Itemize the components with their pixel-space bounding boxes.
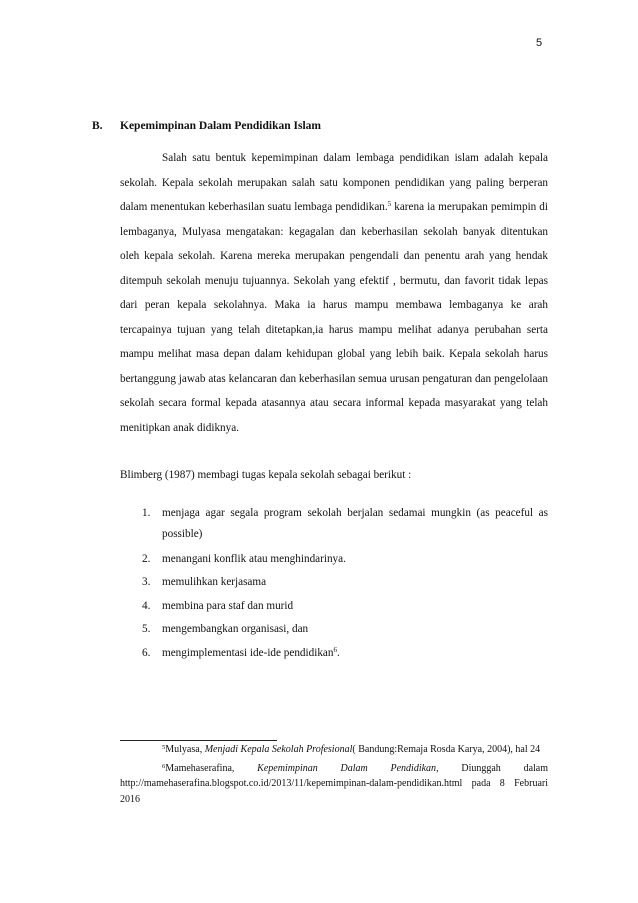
footnote-separator [120, 740, 277, 741]
section-letter: B. [92, 120, 103, 132]
list-item-number: 4. [142, 599, 151, 612]
section-heading [92, 120, 321, 132]
footnote-title: Menjadi Kepala Sekolah Profesional [204, 744, 353, 755]
list-item-end: . [337, 646, 340, 659]
list-item [142, 596, 548, 616]
footnote-number: 5 [162, 744, 166, 751]
list-intro: Blimberg (1987) membagi tugas kepala sekolah sebagai berikut : [120, 469, 412, 481]
list-item-text: menjaga agar segala program sekolah berjalan sedamai mungkin (as peaceful as possible) [162, 507, 548, 540]
list-item [142, 643, 548, 663]
list-item [142, 549, 548, 569]
list-item-number: 6. [142, 646, 151, 659]
list-item [142, 619, 548, 639]
list-item-number: 5. [142, 623, 151, 635]
page-number: 5 [536, 37, 543, 49]
footnote-reference: 6 [333, 645, 337, 654]
footnote-rest: , Diunggah dalam http://mamehaserafina.blogspot.co.id/2013/11/kepemimpinan-dalam-pendidikan.html pada 8 Februari 2016 [120, 762, 549, 805]
paragraph-text-part1: Salah satu bentuk kepemimpinan dalam lembaga pendidikan islam adalah kepala sekolah. Kepala sekolah merupakan salah satu komponen pendidikan yang paling berperan dalam menentukan keberhasilan suatu lembaga pendidikan. [120, 152, 548, 214]
footnotes [120, 742, 548, 807]
list-item-text: membina para staf dan murid [162, 599, 294, 612]
list-item [142, 503, 548, 545]
footnote [120, 761, 548, 808]
list-item-number: 2. [142, 552, 151, 565]
list-item-text: mengembangkan organisasi, dan [162, 623, 309, 635]
body-paragraph [120, 146, 548, 441]
list-item-number: 1. [142, 507, 151, 519]
list-item-text: menangani konflik atau menghindarinya. [162, 552, 346, 565]
footnote-reference: 5 [387, 200, 392, 209]
list-item-number: 3. [142, 576, 151, 588]
list-item-text: memulihkan kerjasama [162, 576, 267, 588]
footnote-author: Mulyasa, [165, 744, 205, 755]
footnote-title: Kepemimpinan Dalam Pendidikan [257, 762, 437, 774]
footnote-number: 6 [162, 762, 166, 770]
list-item-text: mengimplementasi ide-ide pendidikan [162, 646, 334, 659]
paragraph-text-part2: karena ia merupakan pemimpin di lembaganya, Mulyasa mengatakan: kegagalan dan keberhasilan sekolah banyak ditentukan oleh kepala sekolah. Karena mereka merupakan pengendali dan penentu arah yang hendak ditempuh sekolah menuju tujuannya. Sekolah yang efektif , bermutu, dan favorit tidak lepas dari peran kepala sekolahnya. Maka ia harus mampu membawa lembaganya ke arah tercapainya tujuan yang telah ditetapkan,ia harus mampu melihat adanya perubahan serta mampu melihat masa depan dalam kehidupan global yang lebih baik. Kepala sekolah harus bertanggung jawab atas kelancaran dan keberhasilan semua urusan pengaturan dan pengelolaan sekolah secara formal kepada atasannya atau secara informal kepada masyarakat yang telah menitipkan anak didiknya. [120, 201, 548, 435]
footnote [120, 742, 548, 758]
section-title: Kepemimpinan Dalam Pendidikan Islam [120, 120, 321, 132]
footnote-rest: ( Bandung:Remaja Rosda Karya, 2004), hal 24 [352, 744, 541, 755]
list-item [142, 572, 548, 592]
footnote-author: Mamehaserafina, [165, 762, 258, 774]
duties-list [120, 503, 548, 666]
